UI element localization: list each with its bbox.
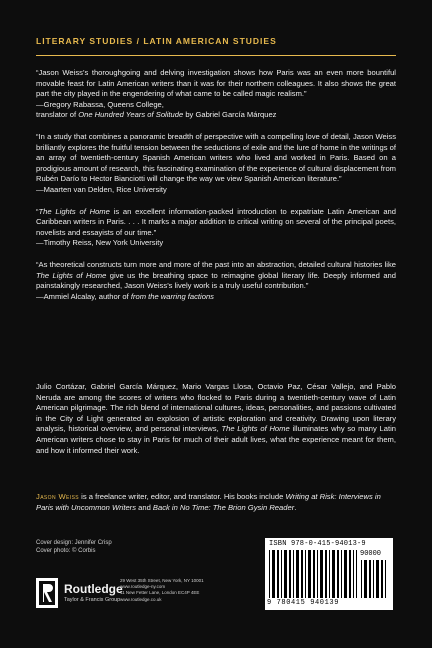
endorsement-text: “As theoretical constructs turn more and more of the past into an abstraction, detailed cultural histories like The Lights of Home give us the breathing space to reimagine global literary life. Deeply informed and painstakingly researched, Jason Weiss’s lively work is a truly useful contribution.” [36,259,396,291]
endorsement-attribution-2: translator of One Hundred Years of Solitude by Gabriel García Márquez [36,110,277,120]
routledge-logo-icon [36,578,58,608]
endorsement-attribution: —Ammiel Alcalay, author of from the warring factions [36,291,214,301]
endorsement-attribution: —Gregory Rabassa, Queens College, [36,99,164,109]
isbn-digits: 9 780415 940139 [267,599,340,607]
price-barcode-bars [361,560,387,598]
publisher-name: Routledge [64,582,123,596]
book-summary: Julio Cortázar, Gabriel García Márquez, Mario Vargas Llosa, Octavio Paz, César Vallejo, and Pablo Neruda are among the scores of writers who flocked to Paris during a twentieth-century wave of Latin American pilgrimage. The rich blend of international cultures, ideas, personalities, and passions cultivated in the City of Light generated an explosion of artistic exploration and creativity. Drawing upon literary analysis, historical overview, and personal interviews, The Lights of Home illuminates why so many Latin American writers chose to stay in Paris for much of their adult lives, what the experience meant for them, and how it informed their work. [36,382,396,455]
endorsement-rabassa [36,68,396,121]
endorsement-reiss [36,207,396,249]
isbn-barcode [265,538,393,610]
isbn-text: ISBN 978-0-415-94013-9 [269,540,366,548]
price-code: 90000 [360,550,382,558]
endorsement-text: “Jason Weiss’s thoroughgoing and delving investigation shows how Paris was an even more bountiful movable feast for Latin American writers than it was for their northern colleagues. It also shows the great part the city played in the engendering of what came to be called magic realism.” [36,68,396,99]
endorsement-text: “In a study that combines a panoramic breadth of perspective with a compelling love of detail, Jason Weiss brilliantly explores the fruitful tension between the seductions of exile and the lure of home in the writings of an array of twentieth-century Spanish American writers who lived and worked in Paris. Based on a prodigious amount of research, this fascinating examination of the experience of cultural displacement from Rubén Darío to Hector Bianciotti will change the way we view Spanish American literature.” [36,131,396,184]
endorsement-attribution: —Maarten van Delden, Rice University [36,184,167,194]
publisher-address: 29 West 35th Street, New York, NY 10001 www.routledge-ny.com 11 New Fetter Lane, London EC4P 4EE www.routledge.co.uk [120,578,204,602]
author-bio: Jason Weiss is a freelance writer, editor, and translator. His books include Writing at Risk: Interviews in Paris with Uncommon Writers and Back in No Time: The Brion Gysin Reader. [36,492,381,512]
cover-design-credit: Cover design: Jennifer Crisp [36,540,112,546]
cover-photo-credit: Cover photo: © Corbis [36,548,96,554]
publisher-group: Taylor & Francis Group [64,597,121,603]
category-heading: LITERARY STUDIES / LATIN AMERICAN STUDIES [36,36,277,46]
barcode-bars [269,550,357,598]
endorsement-text: “The Lights of Home is an excellent information-packed introduction to expatriate Latin American and Caribbean writers in Paris. . . . It marks a major addition to critical writing on several of the principal poets, novelists and essayists of our time.” [36,206,396,237]
endorsement-van-delden [36,132,396,196]
author-name: Jason Weiss [36,492,80,501]
endorsement-alcalay [36,260,396,302]
endorsement-attribution: —Timothy Reiss, New York University [36,238,164,248]
endorsements [36,68,396,313]
heading-rule [36,55,396,56]
cover-credits [36,539,112,555]
